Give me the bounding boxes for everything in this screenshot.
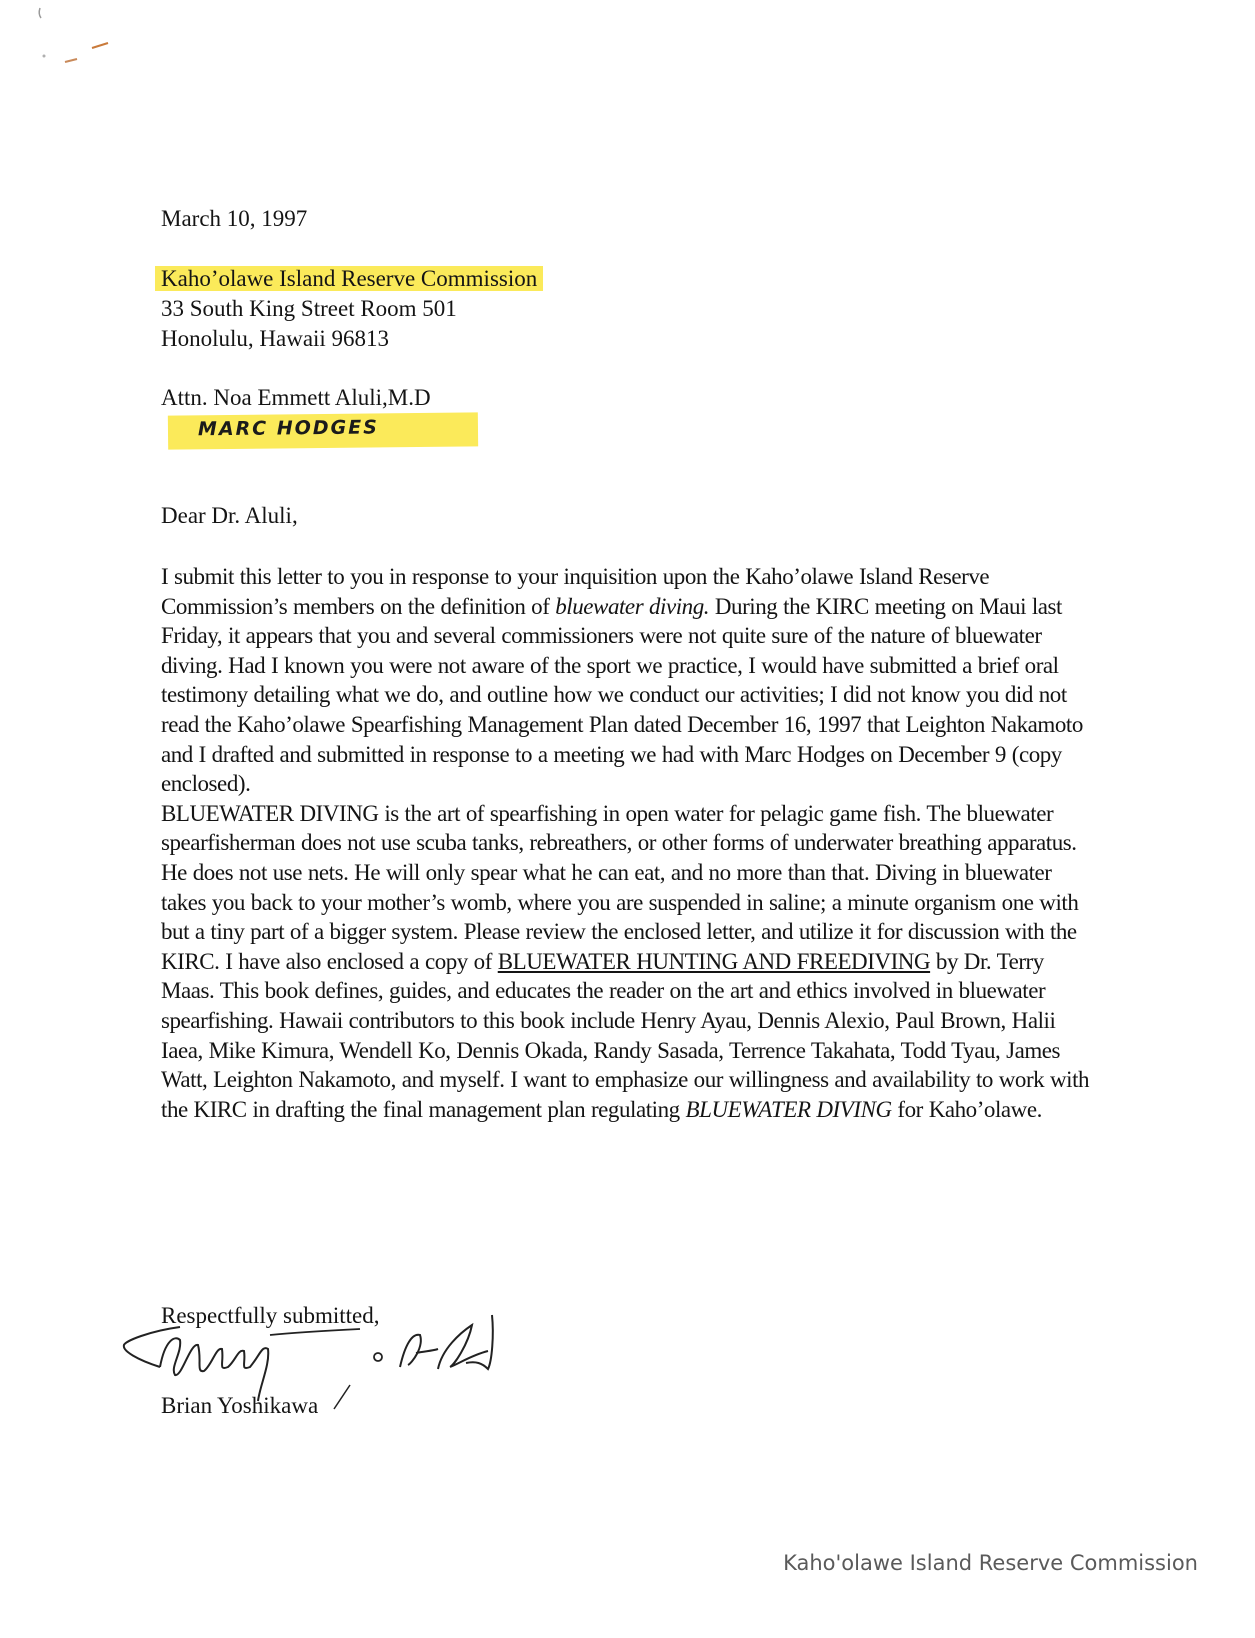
paragraph-2-continuation: by Dr. Terry Maas. This book defines, guides, and educates the reader on the art and ethics involved in bluewater spearfishing. Hawaii contributors to this book include Henry Ayau, Dennis Alexio, Paul Brown, Halii Iaea, Mike Kimura, Wendell Ko, Dennis Okada, Randy Sasada, Terrence Takahata, Todd Tyau, James Watt, Leighton Nakamoto, and myself. I want to emphasize our willingness and availability to work with the KIRC in drafting the final management plan regulating [161,948,1090,1122]
letter-date: March 10, 1997 [161,206,308,231]
signer-name: Brian Yoshikawa [161,1393,319,1418]
letter-body [161,562,1101,1124]
paragraph-1-continuation: During the KIRC meeting on Maui last Friday, it appears that you and several commissioners were not quite sure of the nature of bluewater diving. Had I known you were not aware of the sport we practice, I would have submitted a brief oral testimony detailing what we do, and outline how we conduct our activities; I did not know you did not read the Kaho’olawe Spearfishing Management Plan dated December 16, 1997 that Leighton Nakamoto and I drafted and submitted in response to a meeting we had with Marc Hodges on December 9 (copy enclosed). [161,593,1083,797]
paragraph-1-italic: bluewater diving. [555,593,710,619]
paper-specks [30,0,140,80]
handwritten-note: MARC HODGES [197,416,379,441]
paragraph-2-text: BLUEWATER DIVING is the art of spearfishing in open water for pelagic game fish. The bluewater spearfisherman does not use scuba tanks, rebreathers, or other forms of underwater breathing apparatus. He does not use nets. He will only spear what he can eat, and no more than that. Diving in bluewater takes you back to your mother’s womb, where you are suspended in saline; a minute organism one with but a tiny part of a bigger system. Please review the enclosed letter, and utilize it for discussion with the KIRC. I have also enclosed a copy of [161,800,1079,974]
paragraph-2-ending: for Kaho’olawe. [891,1096,1042,1122]
recipient-organization [161,265,543,293]
paragraph-1-text: I submit this letter to you in response to your inquisition upon the Kaho’olawe Island Reserve Commission’s members on the definition of [161,564,990,619]
handwritten-note-highlight [168,412,478,449]
book-title: BLUEWATER HUNTING AND FREEDIVING [497,948,931,974]
body-paragraph-2 [161,799,1101,1125]
attention-line: Attn. Noa Emmett Aluli,M.D [161,385,431,410]
salutation: Dear Dr. Aluli, [161,503,298,528]
paragraph-2-italic: BLUEWATER DIVING [685,1096,892,1122]
highlighted-organization: Kaho’olawe Island Reserve Commission [155,266,543,291]
recipient-city: Honolulu, Hawaii 96813 [161,326,390,351]
closing: Respectfully submitted, [161,1303,380,1328]
body-paragraph-1 [161,562,1101,799]
watermark: Kaho'olawe Island Reserve Commission [783,1551,1198,1575]
recipient-street: 33 South King Street Room 501 [161,296,457,321]
